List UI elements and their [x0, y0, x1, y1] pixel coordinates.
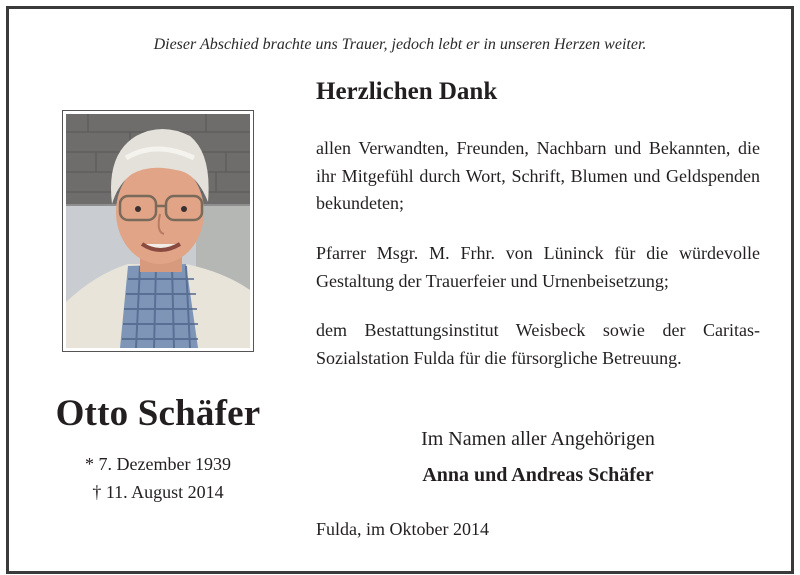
thanks-paragraph-funeral-home: dem Bestattungsinstitut Weisbeck sowie der Caritas-Sozialstation Fulda für die fürsorgliche Betreuung.	[316, 320, 760, 368]
birth-date: * 7. Dezember 1939	[85, 454, 231, 474]
thanks-heading: Herzlichen Dank	[316, 78, 498, 105]
motto-line: Dieser Abschied brachte uns Trauer, jedoch lebt er in unseren Herzen weiter.	[153, 36, 647, 53]
portrait-photo-icon	[66, 114, 250, 348]
place-date: Fulda, im Oktober 2014	[316, 519, 489, 539]
thanks-paragraph-pastor: Pfarrer Msgr. M. Frhr. von Lüninck für die würdevolle Gestaltung der Trauerfeier und Urnenbeisetzung;	[316, 243, 760, 291]
deceased-name: Otto Schäfer	[55, 393, 261, 434]
death-date: † 11. August 2014	[92, 482, 224, 502]
portrait-photo	[62, 110, 254, 352]
signatory-names: Anna und Andreas Schäfer	[422, 464, 654, 486]
thanks-paragraph-relatives: allen Verwandten, Freunden, Nachbarn und Bekannten, die ihr Mitgefühl durch Wort, Schrift, Blumen und Geldspenden bekundeten;	[316, 138, 760, 213]
on-behalf-line: Im Namen aller Angehörigen	[421, 428, 655, 450]
